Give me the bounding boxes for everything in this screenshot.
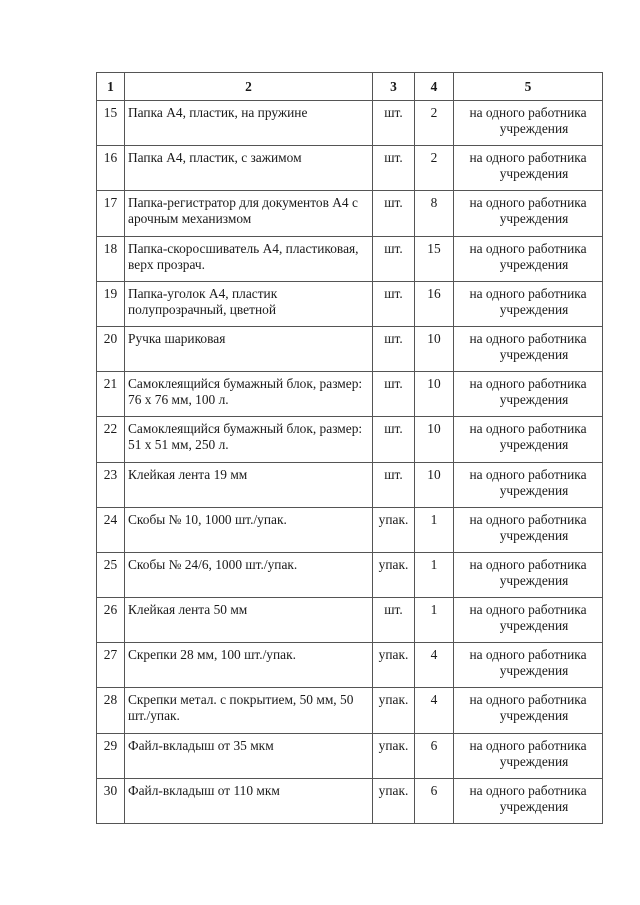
row-number-cell: 24: [97, 507, 125, 552]
norm-line-2: учреждения: [499, 708, 569, 724]
column-header-quantity: 4: [415, 73, 454, 101]
norm-cell: [454, 778, 603, 823]
quantity-cell: 6: [415, 778, 454, 823]
quantity-cell: 10: [415, 417, 454, 462]
norm-line-2: учреждения: [499, 527, 569, 543]
quantity-cell: 6: [415, 733, 454, 778]
unit-cell: шт.: [373, 236, 415, 281]
quantity-cell: 1: [415, 598, 454, 643]
norm-line-2: учреждения: [499, 482, 569, 498]
unit-cell: шт.: [373, 326, 415, 371]
norm-line-2: учреждения: [499, 121, 569, 136]
unit-cell: шт.: [373, 598, 415, 643]
norm-cell: [454, 598, 603, 643]
unit-cell: шт.: [373, 462, 415, 507]
row-number-cell: 28: [97, 688, 125, 733]
norm-cell: [454, 507, 603, 552]
table-row: [97, 101, 603, 146]
norm-line-1: на одного работника: [469, 466, 587, 482]
norm-cell: [454, 101, 603, 146]
item-name-cell: Файл-вкладыш от 35 мкм: [125, 733, 373, 778]
item-name-cell: Скобы № 24/6, 1000 шт./упак.: [125, 552, 373, 597]
norm-line-2: учреждения: [499, 753, 569, 769]
unit-cell: упак.: [373, 778, 415, 823]
norm-cell: [454, 281, 603, 326]
column-header-number: 1: [97, 73, 125, 101]
quantity-cell: 8: [415, 191, 454, 236]
quantity-cell: 10: [415, 462, 454, 507]
row-number-cell: 21: [97, 372, 125, 417]
item-name-cell: Самоклеящийся бумажный блок, размер: 51 х 51 мм, 250 л.: [125, 417, 373, 462]
quantity-cell: 4: [415, 688, 454, 733]
item-name-cell: Скрепки метал. с покрытием, 50 мм, 50 шт./упак.: [125, 688, 373, 733]
norm-line-2: учреждения: [499, 211, 569, 227]
norm-line-2: учреждения: [499, 256, 569, 272]
item-name-cell: Папка А4, пластик, на пружине: [125, 101, 373, 146]
quantity-cell: 10: [415, 326, 454, 371]
norm-line-1: на одного работника: [469, 737, 587, 753]
unit-cell: упак.: [373, 552, 415, 597]
unit-cell: шт.: [373, 281, 415, 326]
norm-line-2: учреждения: [499, 437, 569, 453]
norm-line-1: на одного работника: [469, 782, 587, 798]
table-row: [97, 236, 603, 281]
norm-line-1: на одного работника: [469, 240, 587, 256]
column-header-name: 2: [125, 73, 373, 101]
table-row: [97, 688, 603, 733]
table-row: [97, 598, 603, 643]
table-row: [97, 733, 603, 778]
item-name-cell: Ручка шариковая: [125, 326, 373, 371]
norm-line-2: учреждения: [499, 392, 569, 408]
norm-cell: [454, 326, 603, 371]
norm-cell: [454, 191, 603, 236]
norm-line-1: на одного работника: [469, 195, 587, 211]
norm-cell: [454, 462, 603, 507]
table-row: [97, 552, 603, 597]
item-name-cell: Клейкая лента 19 мм: [125, 462, 373, 507]
norm-cell: [454, 552, 603, 597]
norm-line-2: учреждения: [499, 572, 569, 588]
row-number-cell: 16: [97, 146, 125, 191]
row-number-cell: 15: [97, 101, 125, 146]
item-name-cell: Папка-регистратор для документов А4 с арочным механизмом: [125, 191, 373, 236]
row-number-cell: 19: [97, 281, 125, 326]
row-number-cell: 23: [97, 462, 125, 507]
norm-cell: [454, 146, 603, 191]
norm-line-1: на одного работника: [469, 376, 587, 392]
row-number-cell: 17: [97, 191, 125, 236]
norm-line-1: на одного работника: [469, 602, 587, 618]
unit-cell: шт.: [373, 191, 415, 236]
item-name-cell: Папка А4, пластик, с зажимом: [125, 146, 373, 191]
unit-cell: шт.: [373, 101, 415, 146]
norm-line-1: на одного работника: [469, 285, 587, 301]
unit-cell: шт.: [373, 417, 415, 462]
table-row: [97, 643, 603, 688]
quantity-cell: 16: [415, 281, 454, 326]
norm-line-2: учреждения: [499, 166, 569, 182]
row-number-cell: 22: [97, 417, 125, 462]
norm-line-1: на одного работника: [469, 150, 587, 166]
norm-line-2: учреждения: [499, 618, 569, 634]
norm-line-1: на одного работника: [469, 421, 587, 437]
norm-line-2: учреждения: [499, 798, 569, 814]
norm-line-1: на одного работника: [469, 105, 587, 120]
norm-cell: [454, 236, 603, 281]
quantity-cell: 10: [415, 372, 454, 417]
table-row: [97, 372, 603, 417]
table-row: [97, 507, 603, 552]
norm-line-2: учреждения: [499, 301, 569, 317]
supplies-norms-table: [96, 72, 603, 824]
item-name-cell: Скобы № 10, 1000 шт./упак.: [125, 507, 373, 552]
item-name-cell: Файл-вкладыш от 110 мкм: [125, 778, 373, 823]
norm-line-1: на одного работника: [469, 511, 587, 527]
norm-line-1: на одного работника: [469, 647, 587, 663]
quantity-cell: 4: [415, 643, 454, 688]
table-header-row: [97, 73, 603, 101]
quantity-cell: 1: [415, 507, 454, 552]
norm-line-1: на одного работника: [469, 692, 587, 708]
norm-line-1: на одного работника: [469, 330, 587, 346]
norm-line-2: учреждения: [499, 663, 569, 679]
row-number-cell: 27: [97, 643, 125, 688]
table-header: [97, 73, 603, 101]
norm-cell: [454, 733, 603, 778]
row-number-cell: 30: [97, 778, 125, 823]
table-row: [97, 146, 603, 191]
unit-cell: упак.: [373, 688, 415, 733]
table-row: [97, 417, 603, 462]
unit-cell: шт.: [373, 146, 415, 191]
table-row: [97, 326, 603, 371]
norm-line-2: учреждения: [499, 346, 569, 362]
table-row: [97, 191, 603, 236]
unit-cell: шт.: [373, 372, 415, 417]
item-name-cell: Скрепки 28 мм, 100 шт./упак.: [125, 643, 373, 688]
unit-cell: упак.: [373, 733, 415, 778]
quantity-cell: 2: [415, 101, 454, 146]
quantity-cell: 1: [415, 552, 454, 597]
norm-cell: [454, 643, 603, 688]
item-name-cell: Папка-уголок А4, пластик полупрозрачный, цветной: [125, 281, 373, 326]
quantity-cell: 2: [415, 146, 454, 191]
table-body: [97, 101, 603, 824]
norm-cell: [454, 688, 603, 733]
column-header-norm: 5: [454, 73, 603, 101]
table-row: [97, 281, 603, 326]
row-number-cell: 25: [97, 552, 125, 597]
item-name-cell: Клейкая лента 50 мм: [125, 598, 373, 643]
item-name-cell: Папка-скоросшиватель А4, пластиковая, верх прозрач.: [125, 236, 373, 281]
row-number-cell: 26: [97, 598, 125, 643]
table-row: [97, 462, 603, 507]
norm-line-1: на одного работника: [469, 556, 587, 572]
table-row: [97, 778, 603, 823]
row-number-cell: 18: [97, 236, 125, 281]
item-name-cell: Самоклеящийся бумажный блок, размер: 76 х 76 мм, 100 л.: [125, 372, 373, 417]
norm-cell: [454, 417, 603, 462]
unit-cell: упак.: [373, 507, 415, 552]
column-header-unit: 3: [373, 73, 415, 101]
norm-cell: [454, 372, 603, 417]
row-number-cell: 20: [97, 326, 125, 371]
quantity-cell: 15: [415, 236, 454, 281]
unit-cell: упак.: [373, 643, 415, 688]
row-number-cell: 29: [97, 733, 125, 778]
